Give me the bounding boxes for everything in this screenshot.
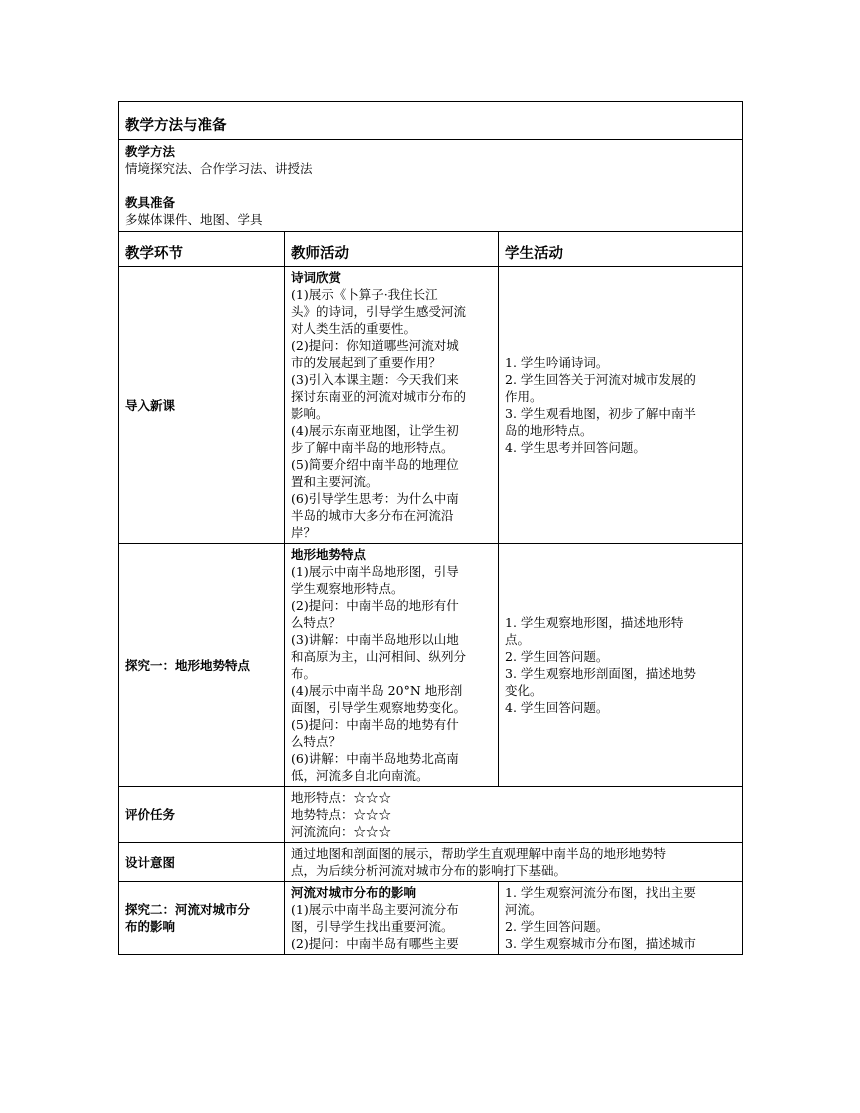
explore1-student <box>499 544 743 787</box>
intro-teacher-line: (2)提问：你知道哪些河流对城 <box>291 338 459 353</box>
intro-teacher-line: 探讨东南亚的河流对城市分布的 <box>291 389 467 404</box>
explore1-teacher-title: 地形地势特点 <box>291 547 367 562</box>
explore1-student-line: 2. 学生回答问题。 <box>505 649 609 664</box>
evaluation-content <box>285 787 743 843</box>
intro-teacher-line: 影响。 <box>291 406 329 421</box>
intro-teacher-title: 诗词欣赏 <box>291 270 342 285</box>
intro-teacher-line: 头》的诗词，引导学生感受河流 <box>291 304 467 319</box>
intro-teacher-line: (4)展示东南亚地图，让学生初 <box>291 423 459 438</box>
explore1-stage: 探究一：地形地势特点 <box>119 544 285 787</box>
intro-teacher-line: 岸？ <box>291 525 317 540</box>
design-stage: 设计意图 <box>119 843 285 882</box>
explore2-student-line: 3. 学生观察城市分布图，描述城市 <box>505 936 696 951</box>
explore2-student-line: 1. 学生观察河流分布图，找出主要 <box>505 885 696 900</box>
explore1-teacher-line: 么特点？ <box>291 615 342 630</box>
explore1-teacher-line: (6)讲解：中南半岛地势北高南 <box>291 751 459 766</box>
intro-teacher-line: 对人类生活的重要性。 <box>291 321 417 336</box>
explore2-stage-line: 探究二：河流对城市分 <box>125 902 251 917</box>
section-title: 教学方法与准备 <box>119 102 743 140</box>
design-line: 通过地图和剖面图的展示，帮助学生直观理解中南半岛的地形地势特 <box>291 846 667 861</box>
design-row <box>119 843 743 882</box>
intro-teacher-line: 步了解中南半岛的地形特点。 <box>291 440 454 455</box>
explore1-teacher-line: (1)展示中南半岛地形图，引导 <box>291 564 459 579</box>
explore2-teacher-line: (2)提问：中南半岛有哪些主要 <box>291 936 459 951</box>
intro-teacher-line: 置和主要河流。 <box>291 474 379 489</box>
explore1-teacher-line: 布。 <box>291 666 317 681</box>
intro-teacher-line: (6)引导学生思考：为什么中南 <box>291 491 459 506</box>
explore1-student-line: 1. 学生观察地形图，描述地形特 <box>505 615 684 630</box>
explore1-teacher-line: 么特点？ <box>291 734 342 749</box>
column-header-teacher: 教师活动 <box>285 232 499 267</box>
intro-teacher-line: (1)展示《卜算子·我住长江 <box>291 287 438 302</box>
intro-student-line: 2. 学生回答关于河流对城市发展的 <box>505 372 696 387</box>
explore1-teacher-line: (3)讲解：中南半岛地形以山地 <box>291 632 459 647</box>
methods-heading: 教学方法 <box>125 144 176 159</box>
explore2-stage <box>119 882 285 955</box>
explore2-teacher <box>285 882 499 955</box>
tools-heading: 教具准备 <box>125 195 176 210</box>
intro-student <box>499 267 743 544</box>
explore1-teacher-line: 面图，引导学生观察地势变化。 <box>291 700 467 715</box>
explore2-student-line: 2. 学生回答问题。 <box>505 919 609 934</box>
evaluation-row <box>119 787 743 843</box>
explore2-student-line: 河流。 <box>505 902 543 917</box>
intro-teacher-line: 市的发展起到了重要作用？ <box>291 355 442 370</box>
explore1-student-line: 点。 <box>505 632 531 647</box>
explore2-teacher-line: (1)展示中南半岛主要河流分布 <box>291 902 459 917</box>
design-line: 点，为后续分析河流对城市分布的影响打下基础。 <box>291 863 567 878</box>
lesson-plan-table <box>118 101 743 955</box>
intro-student-line: 3. 学生观看地图，初步了解中南半 <box>505 406 696 421</box>
intro-row <box>119 267 743 544</box>
evaluation-line: 河流流向：☆☆☆ <box>291 824 392 839</box>
intro-teacher-line: (3)引入本课主题：今天我们来 <box>291 372 459 387</box>
intro-student-line: 4. 学生思考并回答问题。 <box>505 440 646 455</box>
explore1-student-line: 3. 学生观察地形剖面图，描述地势 <box>505 666 696 681</box>
intro-teacher-line: 半岛的城市大多分布在河流沿 <box>291 508 454 523</box>
explore1-teacher-line: 学生观察地形特点。 <box>291 581 404 596</box>
explore1-row <box>119 544 743 787</box>
explore1-student-line: 4. 学生回答问题。 <box>505 700 609 715</box>
explore2-teacher-line: 图，引导学生找出重要河流。 <box>291 919 454 934</box>
evaluation-stage: 评价任务 <box>119 787 285 843</box>
methods-text: 情境探究法、合作学习法、讲授法 <box>125 161 313 176</box>
explore2-stage-line: 布的影响 <box>125 919 176 934</box>
methods-row <box>119 140 743 232</box>
intro-student-line: 1. 学生吟诵诗词。 <box>505 355 609 370</box>
explore2-student <box>499 882 743 955</box>
intro-student-line: 作用。 <box>505 389 543 404</box>
explore1-teacher-line: (2)提问：中南半岛的地形有什 <box>291 598 459 613</box>
design-content <box>285 843 743 882</box>
explore1-teacher-line: 和高原为主，山河相间、纵列分 <box>291 649 467 664</box>
intro-stage: 导入新课 <box>119 267 285 544</box>
evaluation-line: 地形特点：☆☆☆ <box>291 790 392 805</box>
explore2-teacher-title: 河流对城市分布的影响 <box>291 885 417 900</box>
explore2-row <box>119 882 743 955</box>
evaluation-line: 地势特点：☆☆☆ <box>291 807 392 822</box>
intro-student-line: 岛的地形特点。 <box>505 423 593 438</box>
explore1-teacher-line: (5)提问：中南半岛的地势有什 <box>291 717 459 732</box>
section-title-row <box>119 102 743 140</box>
intro-teacher-line: (5)简要介绍中南半岛的地理位 <box>291 457 459 472</box>
intro-teacher <box>285 267 499 544</box>
column-header-row <box>119 232 743 267</box>
explore1-teacher-line: (4)展示中南半岛 20°N 地形剖 <box>291 683 463 698</box>
explore1-teacher <box>285 544 499 787</box>
explore1-student-line: 变化。 <box>505 683 543 698</box>
tools-text: 多媒体课件、地图、学具 <box>125 212 263 227</box>
column-header-student: 学生活动 <box>499 232 743 267</box>
column-header-stage: 教学环节 <box>119 232 285 267</box>
explore1-teacher-line: 低，河流多自北向南流。 <box>291 768 429 783</box>
